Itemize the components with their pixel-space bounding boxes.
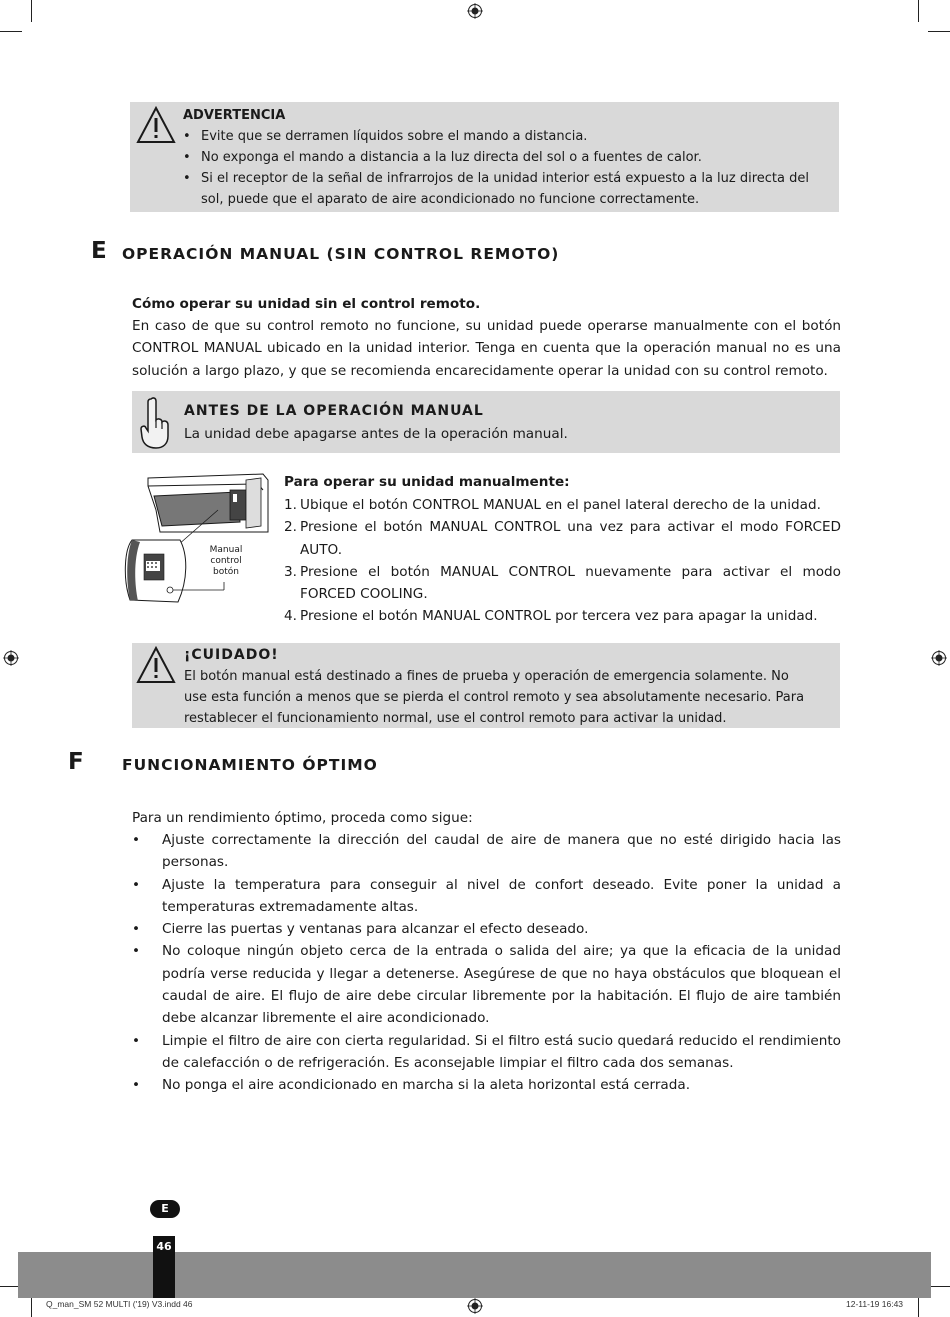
crop-mark <box>31 1296 32 1317</box>
list-item: • Si el receptor de la señal de infrarrojos de la unidad interior está expuesto a la luz directa del sol, puede que el aparato de aire acondicionado no funcione correctamente. <box>183 171 809 207</box>
figure-label: Manual control botón <box>209 545 243 577</box>
steps-title: Para operar su unidad manualmente: <box>284 474 570 490</box>
list-item: • No exponga el mando a distancia a la luz directa del sol o a fuentes de calor. <box>183 150 702 165</box>
warning-triangle-icon <box>136 106 176 144</box>
steps-list <box>284 494 841 628</box>
warning-triangle-icon <box>136 646 176 684</box>
warning-list <box>183 126 823 210</box>
crop-mark <box>918 0 919 22</box>
crop-mark <box>0 31 22 32</box>
list-item: • Cierre las puertas y ventanas para alcanzar el efecto deseado. <box>132 921 589 938</box>
slug-filename: Q_man_SM 52 MULTI ('19) V3.indd 46 <box>46 1299 193 1309</box>
language-badge: E <box>150 1200 180 1218</box>
list-item: • Evite que se derramen líquidos sobre el mando a distancia. <box>183 129 588 144</box>
pointing-finger-icon <box>137 396 171 450</box>
section-letter: E <box>91 238 107 264</box>
indoor-unit-illustration <box>118 470 273 610</box>
slug-timestamp: 12-11-19 16:43 <box>846 1299 904 1309</box>
section-intro: Para un rendimiento óptimo, proceda como sigue: <box>132 810 473 826</box>
registration-mark-icon <box>931 650 947 666</box>
tips-list <box>132 829 841 1097</box>
note-text: La unidad debe apagarse antes de la operación manual. <box>184 426 568 442</box>
section-heading: FUNCIONAMIENTO ÓPTIMO <box>122 756 378 774</box>
registration-mark-icon <box>467 3 483 19</box>
list-item: • Ajuste correctamente la dirección del caudal de aire de manera que no esté dirigido hacia las personas. <box>132 832 841 871</box>
list-item: 2. Presione el botón MANUAL CONTROL una vez para activar el modo FORCED AUTO. <box>284 519 841 558</box>
caution-text: El botón manual está destinado a fines de prueba y operación de emergencia solamente. No use esta función a menos que se pierda el control remoto y sea absolutamente necesario. Para restablecer el funcionamiento normal, use el control remoto para activar la unidad. <box>184 669 805 726</box>
list-item: • No coloque ningún objeto cerca de la entrada o salida del aire; ya que la eficacia de la unidad podría verse reducida y llegar a detenerse. Asegúrese de que no haya obstáculos que bloquean el caudal de aire. El flujo de aire debe circular libremente por la habitación. El flujo de aire también debe alcanzar libremente el aire acondicionado. <box>132 943 841 1027</box>
list-item: 4. Presione el botón MANUAL CONTROL por tercera vez para apagar la unidad. <box>284 608 818 625</box>
list-item: • No ponga el aire acondicionado en marcha si la aleta horizontal está cerrada. <box>132 1077 691 1094</box>
registration-mark-icon <box>3 650 19 666</box>
list-item: • Limpie el filtro de aire con cierta regularidad. Si el filtro está sucio quedará reducido el rendimiento de calefacción o de refrigeración. Es aconsejable limpiar el filtro cada dos semanas. <box>132 1032 841 1071</box>
section-subtitle: Cómo operar su unidad sin el control remoto. <box>132 296 481 312</box>
list-item: • Ajuste la temperatura para conseguir al nivel de confort deseado. Evite poner la unidad a temperaturas extremadamente altas. <box>132 876 841 915</box>
crop-mark <box>928 1286 950 1287</box>
registration-mark-icon <box>467 1298 483 1314</box>
section-paragraph: En caso de que su control remoto no funcione, su unidad puede operarse manualmente con el botón CONTROL MANUAL ubicado en la unidad interior. Tenga en cuenta que la operación manual no es una solución a largo plazo, y que se recomienda encarecidamente operar la unidad con su control remoto. <box>132 318 841 379</box>
section-letter: F <box>68 749 84 775</box>
warning-box <box>130 102 839 212</box>
page-number: 46 <box>156 1240 172 1253</box>
crop-mark <box>918 1296 919 1317</box>
list-item: 3. Presione el botón MANUAL CONTROL nuevamente para activar el modo FORCED COOLING. <box>284 563 841 603</box>
list-item: 1. Ubique el botón CONTROL MANUAL en el panel lateral derecho de la unidad. <box>284 497 821 513</box>
crop-mark <box>928 31 950 32</box>
note-box <box>132 391 840 453</box>
caution-box <box>132 643 840 728</box>
note-title: ANTES DE LA OPERACIÓN MANUAL <box>184 403 484 419</box>
crop-mark <box>31 0 32 22</box>
warning-title: ADVERTENCIA <box>183 108 286 123</box>
section-heading: OPERACIÓN MANUAL (SIN CONTROL REMOTO) <box>122 245 560 263</box>
caution-title: ¡CUIDADO! <box>184 647 279 663</box>
